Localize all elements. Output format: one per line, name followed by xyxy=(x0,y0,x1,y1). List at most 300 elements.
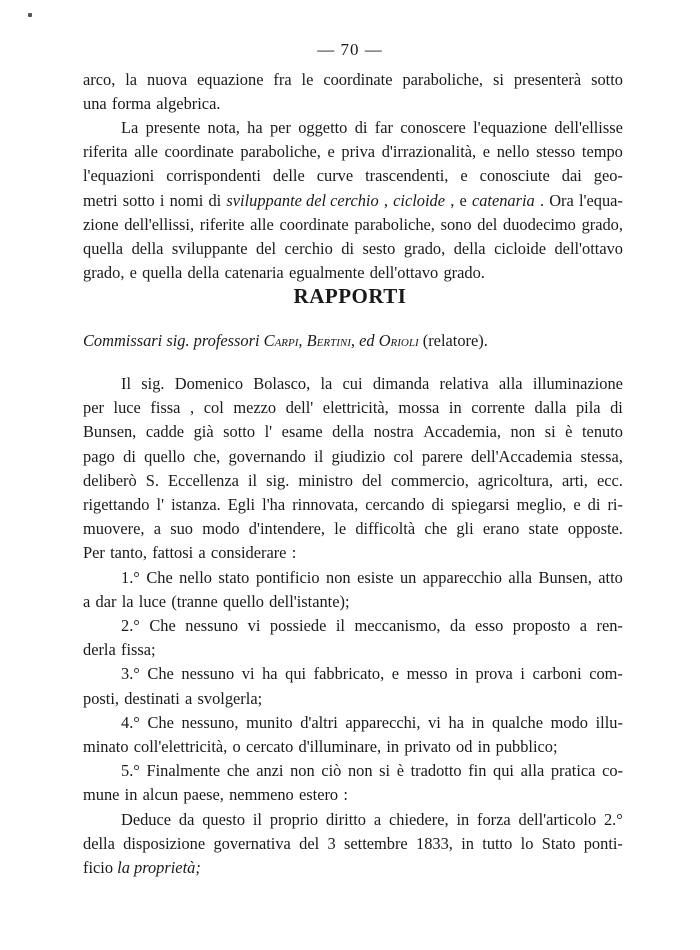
word: le xyxy=(334,519,347,539)
word: . xyxy=(539,190,545,210)
commissioners-line: Commissari sig. professori Carpi, Bertini, ed Orioli (relatore). xyxy=(83,331,488,350)
word: conoscere xyxy=(400,118,466,137)
text-line xyxy=(83,493,623,517)
word: nuova xyxy=(147,70,188,89)
word: della xyxy=(332,422,365,442)
point-1-line xyxy=(83,566,623,590)
word: d'irrazionalità, xyxy=(381,142,477,162)
word: della xyxy=(453,239,486,259)
word: catenaria xyxy=(224,263,284,283)
word: 1833, xyxy=(416,833,453,853)
word: dell'ottavo xyxy=(369,263,439,283)
word: in xyxy=(471,712,485,732)
word: sotto xyxy=(223,422,256,442)
word: e xyxy=(327,142,335,162)
word: muovere, xyxy=(83,519,145,539)
word: quella xyxy=(83,239,124,259)
word: Ora xyxy=(549,190,574,210)
word: a xyxy=(153,519,161,539)
word: Eccellenza xyxy=(167,470,239,490)
word: rigettando xyxy=(83,495,150,515)
word: una xyxy=(83,94,107,114)
word: coordinate xyxy=(164,142,234,162)
word: sono xyxy=(440,214,472,234)
word: paese, xyxy=(183,785,224,805)
word: cicloide xyxy=(494,239,546,259)
word: dell'Accademia xyxy=(471,446,573,466)
text-line xyxy=(83,517,623,541)
word: Bunsen, xyxy=(538,567,592,587)
word: non xyxy=(290,761,315,781)
word: state xyxy=(528,519,559,539)
word: e xyxy=(391,664,400,684)
word: La xyxy=(121,118,139,137)
word: dimanda xyxy=(372,374,430,393)
word: proposto xyxy=(512,616,571,636)
point-3-line xyxy=(83,687,623,711)
word: qui xyxy=(285,664,307,684)
word: in xyxy=(461,833,474,853)
word: cercando xyxy=(365,495,425,515)
word: grado. xyxy=(443,263,485,283)
word: pila xyxy=(575,398,601,418)
word: Che xyxy=(149,616,176,636)
word: , xyxy=(190,398,195,418)
word: del xyxy=(299,833,320,853)
word: stessa, xyxy=(580,446,623,466)
word: grado, xyxy=(403,239,446,259)
word: estero xyxy=(298,785,339,805)
word: d'intendere, xyxy=(248,519,326,539)
word: vi xyxy=(247,616,261,636)
word: nemmeno xyxy=(229,785,294,805)
commissioner-name: Carpi xyxy=(263,331,299,350)
word: 3.° xyxy=(121,664,140,684)
word: forma xyxy=(111,94,152,114)
word: il xyxy=(252,809,262,829)
word: nello xyxy=(179,567,212,587)
word: Che xyxy=(147,712,174,732)
word: alle xyxy=(250,214,274,234)
word: mezzo xyxy=(233,398,277,418)
text-line xyxy=(83,92,623,116)
word: ministro xyxy=(298,470,353,490)
word: corrispondenti xyxy=(166,166,261,186)
text-fragment: ficio xyxy=(83,858,114,878)
word: 3 xyxy=(327,833,336,853)
word: si xyxy=(544,422,556,442)
word: Stato xyxy=(541,833,576,853)
scan-speck xyxy=(28,13,32,17)
text-line-with-italics xyxy=(83,189,623,213)
word: zione xyxy=(83,214,119,234)
word: luce xyxy=(113,398,141,418)
word: corrente xyxy=(471,398,525,418)
word: egualmente xyxy=(288,263,365,283)
word: geo- xyxy=(593,166,623,186)
word: Deduce xyxy=(121,809,172,829)
word: giudizio xyxy=(331,446,386,466)
word: che xyxy=(226,761,250,781)
paragraph-2 xyxy=(83,116,623,285)
text-line xyxy=(83,396,623,420)
paragraph-1 xyxy=(83,68,623,116)
word: i xyxy=(520,664,525,684)
text-line xyxy=(83,372,623,396)
word: meglio, xyxy=(516,495,567,515)
word: curve xyxy=(316,166,354,186)
word: nello xyxy=(496,142,530,162)
word: posti, xyxy=(83,688,119,708)
word: anzi xyxy=(256,761,284,781)
word: privato xyxy=(404,737,451,757)
word: tradotto xyxy=(410,761,462,781)
word: agricoltura, xyxy=(477,470,553,490)
word: a xyxy=(83,591,91,611)
word: dell'ellisse xyxy=(554,118,623,137)
word: carboni xyxy=(532,664,582,684)
text-line xyxy=(83,541,623,565)
word: apparecchio xyxy=(422,567,502,587)
word: commercio, xyxy=(391,470,469,490)
word: 2.° xyxy=(603,809,623,829)
word: e xyxy=(460,166,468,186)
word: duodecimo xyxy=(503,214,576,234)
text-line xyxy=(83,237,623,261)
word: esiste xyxy=(357,567,394,587)
word: il xyxy=(247,470,258,490)
text-line xyxy=(83,445,623,469)
word: 4.° xyxy=(121,712,140,732)
word: derla xyxy=(83,640,116,660)
word: difficoltà xyxy=(355,519,416,539)
word: equazione xyxy=(197,70,264,89)
word: proprio xyxy=(269,809,319,829)
commissioners-connector: ed xyxy=(359,331,375,350)
word: 1.° xyxy=(121,567,140,587)
word: gli xyxy=(456,519,474,539)
word: algebrica. xyxy=(156,94,221,114)
word: pratica xyxy=(550,761,596,781)
word: della xyxy=(131,239,164,259)
word: e xyxy=(482,142,491,162)
word: : xyxy=(291,543,297,563)
word: ha xyxy=(247,118,263,137)
text-line xyxy=(83,213,623,237)
word: meccanismo, xyxy=(354,616,441,636)
word: i xyxy=(159,190,165,210)
word: tempo xyxy=(581,142,623,162)
word: istanza. xyxy=(171,495,221,515)
word: far xyxy=(374,118,393,137)
word: da xyxy=(178,809,195,829)
word: illu- xyxy=(595,712,623,732)
word: dell'articolo xyxy=(518,809,597,829)
word: od xyxy=(456,737,473,757)
word: Finalmente xyxy=(146,761,221,781)
word: Bolasco, xyxy=(253,374,311,393)
word: relativa xyxy=(439,374,489,393)
word: Domenico xyxy=(174,374,244,393)
word: dalla xyxy=(534,398,567,418)
word: si xyxy=(379,761,391,781)
word: considerare xyxy=(210,543,287,563)
word: arco, xyxy=(83,70,116,89)
point-2-line xyxy=(83,614,623,638)
word: di xyxy=(431,495,445,515)
word: l' xyxy=(264,422,273,442)
word: delle xyxy=(272,166,305,186)
italic-term: cicloide xyxy=(393,190,446,210)
point-2-line xyxy=(83,638,623,662)
point-4-line xyxy=(83,711,623,735)
word: il xyxy=(335,616,345,636)
word: riferita xyxy=(83,142,128,162)
word: che, xyxy=(193,446,221,466)
word: tutto xyxy=(482,833,513,853)
word: è xyxy=(565,422,573,442)
italic-term: sviluppante del cerchio xyxy=(226,190,379,210)
word: dell' xyxy=(285,398,314,418)
word: apparecchi, xyxy=(345,712,421,732)
word: governativa xyxy=(213,833,291,853)
word: ren- xyxy=(596,616,623,636)
word: grado, xyxy=(83,263,125,283)
point-5-line xyxy=(83,783,623,807)
word: nostra xyxy=(373,422,414,442)
word: che xyxy=(424,519,448,539)
section-heading: RAPPORTI xyxy=(293,284,407,308)
page-number: — 70 — xyxy=(317,40,383,59)
word: forza xyxy=(477,809,511,829)
word: stato xyxy=(218,567,250,587)
commissioners-suffix: (relatore). xyxy=(422,331,488,350)
word: Bunsen, xyxy=(83,422,137,442)
word: d'altri xyxy=(300,712,338,732)
word: paraboliche, xyxy=(354,214,435,234)
word: vi xyxy=(241,664,255,684)
word: coordinate xyxy=(279,214,349,234)
word: (tranne xyxy=(171,591,218,611)
word: governando xyxy=(228,446,306,466)
word: in xyxy=(477,737,491,757)
word: com- xyxy=(589,664,623,684)
word: di xyxy=(341,239,355,259)
italic-term: la proprietà; xyxy=(117,858,201,878)
word: pubblico; xyxy=(495,737,558,757)
point-4-line xyxy=(83,735,623,759)
word: si xyxy=(492,70,504,89)
text-line-with-italics xyxy=(83,856,623,880)
word: cercato xyxy=(245,737,294,757)
point-5-line xyxy=(83,759,623,783)
word: lo xyxy=(520,833,534,853)
word: la xyxy=(320,374,333,393)
word: non xyxy=(347,761,373,781)
word: in xyxy=(386,737,400,757)
word: dell'istante); xyxy=(269,591,350,611)
word: dell'ellissi, xyxy=(124,214,195,234)
word: stesso xyxy=(536,142,576,162)
word: , xyxy=(383,190,388,210)
word: l' xyxy=(156,495,165,515)
word: possiede xyxy=(269,616,327,636)
text-line xyxy=(83,116,623,140)
word: presente xyxy=(145,118,201,137)
word: di xyxy=(354,118,368,137)
word: grado, xyxy=(581,214,623,234)
word: già xyxy=(193,422,214,442)
word: l'ha xyxy=(262,495,286,515)
word: priva xyxy=(341,142,376,162)
word: a xyxy=(373,809,382,829)
word: fin xyxy=(468,761,487,781)
word: e xyxy=(459,190,467,210)
word: alle xyxy=(134,142,158,162)
word: , xyxy=(450,190,455,210)
word: di xyxy=(610,398,623,418)
word: per xyxy=(269,118,291,137)
point-1-line xyxy=(83,590,623,614)
word: modo xyxy=(550,712,588,732)
word: non xyxy=(510,422,536,442)
commissioner-name: Orioli xyxy=(378,331,419,350)
word: l'equa- xyxy=(578,190,623,210)
word: 5.° xyxy=(121,761,140,781)
word: pago xyxy=(83,446,115,466)
word: presenterà xyxy=(513,70,582,89)
word: è xyxy=(396,761,404,781)
word: co- xyxy=(602,761,623,781)
word: la xyxy=(121,591,134,611)
word: di xyxy=(587,495,601,515)
word: prova xyxy=(475,664,513,684)
commissioner-name: Bertini xyxy=(306,331,351,350)
word: a xyxy=(198,543,206,563)
word: questo xyxy=(202,809,246,829)
word: arti, xyxy=(561,470,588,490)
word: conosciute xyxy=(479,166,550,186)
word: dell'ottavo xyxy=(554,239,623,259)
text-line xyxy=(83,832,623,856)
word: sotto xyxy=(591,70,623,89)
word: alcun xyxy=(142,785,179,805)
word: nessuno, xyxy=(181,712,239,732)
word: quello xyxy=(222,591,264,611)
word: diritto xyxy=(325,809,367,829)
word: alla xyxy=(508,567,533,587)
text-line xyxy=(83,140,623,164)
word: trascendenti, xyxy=(365,166,449,186)
word: spiegarsi xyxy=(451,495,510,515)
word: qui xyxy=(493,761,514,781)
word: in xyxy=(448,398,462,418)
word: : xyxy=(343,785,348,805)
word: ha xyxy=(448,712,464,732)
word: disposizione xyxy=(123,833,206,853)
word: paraboliche, xyxy=(402,70,483,89)
word: Egli xyxy=(227,495,256,515)
word: paraboliche, xyxy=(240,142,321,162)
word: sviluppante xyxy=(171,239,248,259)
commissioners-prefix: Commissari sig. professori xyxy=(83,331,260,350)
word: d'illuminare, xyxy=(298,737,382,757)
word: alla xyxy=(520,761,545,781)
word: il xyxy=(314,446,324,466)
word: a xyxy=(185,688,193,708)
word: col xyxy=(203,398,224,418)
word: ri- xyxy=(607,495,623,515)
word: mune xyxy=(83,785,120,805)
word: in xyxy=(124,785,138,805)
word: oggetto xyxy=(298,118,348,137)
word: mossa xyxy=(398,398,440,418)
word: coordinate xyxy=(323,70,393,89)
point-3-line xyxy=(83,662,623,686)
word: erano xyxy=(482,519,520,539)
word: nessuno xyxy=(181,664,235,684)
word: cui xyxy=(342,374,363,393)
word: esame xyxy=(281,422,323,442)
word: sig. xyxy=(266,470,290,490)
word: fra xyxy=(273,70,292,89)
word: Il xyxy=(121,374,132,393)
word: l'equazione xyxy=(473,118,548,137)
word: l'equazioni xyxy=(83,166,155,186)
text-line xyxy=(83,808,623,832)
italic-term: catenaria xyxy=(471,190,535,210)
word: rinnovata, xyxy=(292,495,359,515)
word: in xyxy=(455,664,468,684)
word: o xyxy=(232,737,241,757)
word: luce xyxy=(138,591,167,611)
word: Per xyxy=(83,543,105,563)
word: deliberò xyxy=(83,470,137,490)
word: riferite xyxy=(199,214,245,234)
text-line xyxy=(83,469,623,493)
word: opposte. xyxy=(567,519,623,539)
word: del xyxy=(256,239,277,259)
word: Che xyxy=(147,664,174,684)
paragraph-3 xyxy=(83,372,623,880)
word: alla xyxy=(498,374,523,393)
word: e xyxy=(573,495,581,515)
word: un xyxy=(399,567,417,587)
word: elettricità, xyxy=(322,398,389,418)
text-line xyxy=(83,68,623,92)
word: nomi xyxy=(169,190,204,210)
word: fabbricato, xyxy=(313,664,385,684)
word: fissa; xyxy=(121,640,156,660)
word: sig. xyxy=(141,374,165,393)
word: a xyxy=(579,616,587,636)
word: e xyxy=(129,263,137,283)
word: della xyxy=(83,833,115,853)
word: pontificio xyxy=(255,567,320,587)
word: del xyxy=(477,214,498,234)
word: illuminazione xyxy=(532,374,623,393)
word: 2.° xyxy=(121,616,140,636)
word: del xyxy=(361,470,382,490)
word: cadde xyxy=(145,422,185,442)
word: quello xyxy=(144,446,186,466)
word: tanto, xyxy=(110,543,147,563)
word: Accademia, xyxy=(423,422,501,442)
word: svolgerla; xyxy=(197,688,263,708)
word: dai xyxy=(561,166,582,186)
word: parere xyxy=(421,446,463,466)
word: vi xyxy=(428,712,441,732)
